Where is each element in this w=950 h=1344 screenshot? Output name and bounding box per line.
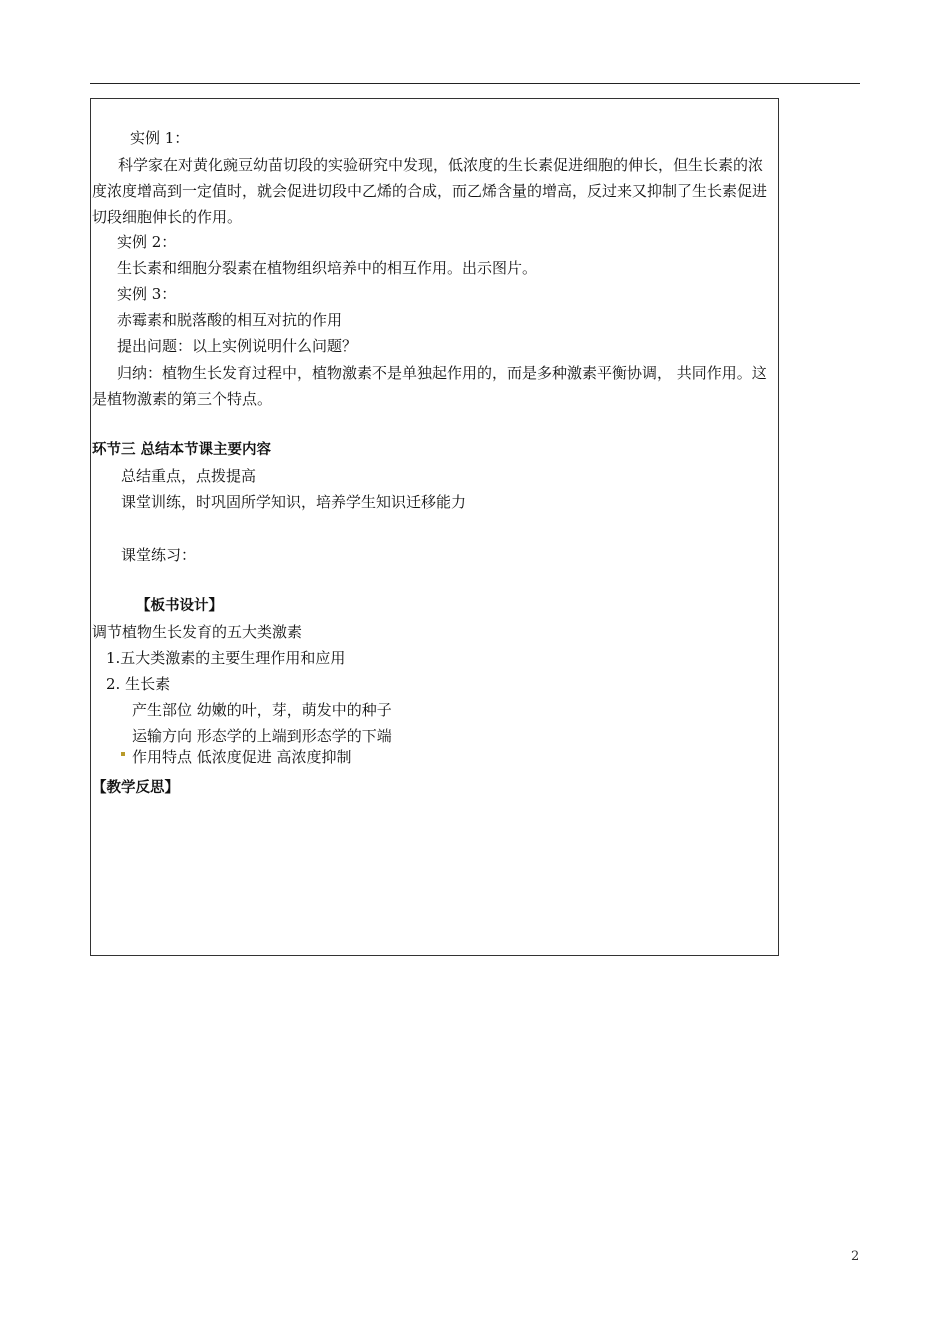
board-heading: 【板书设计】 bbox=[136, 598, 223, 614]
header-rule bbox=[90, 83, 860, 84]
example1-text: 科学家在对黄化豌豆幼苗切段的实验研究中发现，低浓度的生长素促进细胞的伸长，但生长素的浓度浓度增高到一定值时，就会促进切段中乙烯的合成，而乙烯含量的增高，反过来又抑制了生长素促进切段细胞伸长的作用。 bbox=[92, 156, 768, 226]
board-item-1: 1.五大类激素的主要生理作用和应用 bbox=[106, 649, 346, 667]
example3-text: 赤霉素和脱落酸的相互对抗的作用 bbox=[117, 311, 343, 329]
board-sub-3: 作用特点 低浓度促进 高浓度抑制 bbox=[132, 748, 352, 766]
exercise-label: 课堂练习： bbox=[121, 546, 197, 564]
conclusion-text: 归纳：植物生长发育过程中，植物激素不是单独起作用的，而是多种激素平衡协调， 共同作用。这是植物激素的第三个特点。 bbox=[92, 364, 767, 408]
example1-label: 实例 1： bbox=[130, 129, 190, 147]
example2-label: 实例 2： bbox=[117, 233, 177, 251]
example2-text: 生长素和细胞分裂素在植物组织培养中的相互作用。出示图片。 bbox=[117, 259, 538, 277]
reflection-heading: 【教学反思】 bbox=[92, 780, 179, 796]
page-number: 2 bbox=[851, 1249, 860, 1264]
summary-line-1: 总结重点，点拨提高 bbox=[121, 467, 257, 485]
summary-line-2: 课堂训练，时巩固所学知识，培养学生知识迁移能力 bbox=[121, 493, 467, 511]
summary-heading: 环节三 总结本节课主要内容 bbox=[92, 442, 272, 458]
board-title: 调节植物生长发育的五大类激素 bbox=[92, 623, 303, 641]
board-sub-2: 运输方向 形态学的上端到形态学的下端 bbox=[132, 727, 392, 745]
bullet-marker bbox=[121, 752, 125, 756]
board-item-2: 2. 生长素 bbox=[106, 675, 171, 693]
board-sub-1: 产生部位 幼嫩的叶，芽，萌发中的种子 bbox=[132, 701, 392, 719]
example3-label: 实例 3： bbox=[117, 285, 177, 303]
question-text: 提出问题：以上实例说明什么问题？ bbox=[117, 337, 358, 355]
